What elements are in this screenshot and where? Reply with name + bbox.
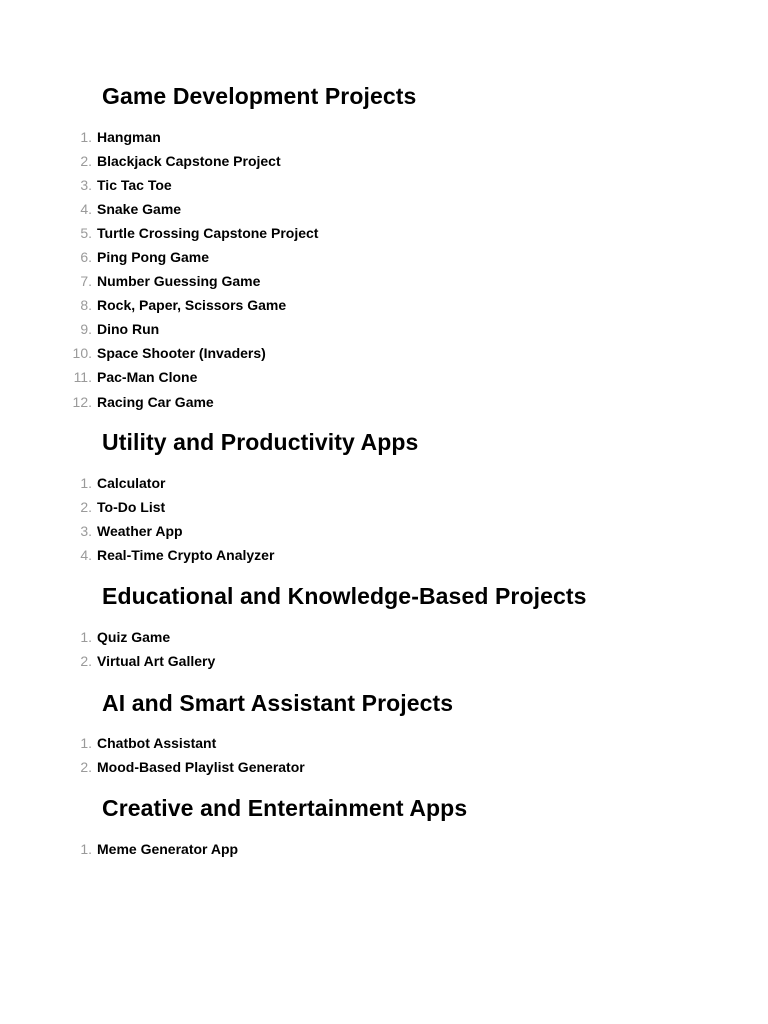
- list-item-label: Dino Run: [97, 321, 160, 338]
- list-number: 1.: [80, 841, 92, 857]
- list-number: 3.: [80, 176, 92, 193]
- list-number: 9.: [80, 321, 92, 338]
- list-item-label: Turtle Crossing Capstone Project: [97, 224, 319, 241]
- list-item-label: Tic Tac Toe: [97, 176, 172, 193]
- list-number: 5.: [80, 224, 92, 241]
- list-number: 2.: [80, 759, 92, 776]
- section-heading: Educational and Knowledge-Based Projects: [102, 583, 587, 609]
- list-number: 1.: [80, 735, 92, 751]
- list-item-label: Snake Game: [97, 200, 182, 217]
- list-number: 2.: [80, 152, 92, 169]
- list-number: 12.: [72, 393, 92, 410]
- list-number: 2.: [80, 653, 92, 670]
- list-item: [0, 755, 768, 779]
- list-item: [0, 519, 768, 543]
- list-item: [0, 471, 768, 495]
- list-item-label: Number Guessing Game: [97, 273, 261, 290]
- list-item: [0, 731, 768, 755]
- list-item: [0, 197, 768, 221]
- list-item-label: Mood-Based Playlist Generator: [97, 759, 305, 776]
- section-heading: Creative and Entertainment Apps: [102, 795, 468, 821]
- list-number: 4.: [80, 200, 92, 217]
- list-item: [0, 390, 768, 414]
- list-number: 6.: [80, 248, 92, 265]
- list-number: 3.: [80, 523, 92, 540]
- list-number: 11.: [73, 369, 92, 386]
- list-item: [0, 365, 768, 389]
- list-item: [0, 317, 768, 341]
- list-item-label: Real-Time Crypto Analyzer: [97, 547, 275, 564]
- list-item-label: Virtual Art Gallery: [97, 653, 216, 670]
- list-item-label: To-Do List: [97, 499, 166, 516]
- list-item: [0, 149, 768, 173]
- list-item: [0, 649, 768, 673]
- list-number: 1.: [80, 128, 92, 145]
- section-heading: AI and Smart Assistant Projects: [102, 690, 454, 716]
- list-item: [0, 837, 768, 861]
- list-item: [0, 495, 768, 519]
- list-number: 1.: [80, 475, 92, 491]
- list-item-label: Chatbot Assistant: [97, 735, 217, 751]
- project-list: [0, 837, 768, 861]
- list-item: [0, 125, 768, 149]
- list-item: [0, 543, 768, 567]
- list-number: 7.: [80, 273, 92, 290]
- list-item: [0, 269, 768, 293]
- list-item: [0, 245, 768, 269]
- list-item: [0, 625, 768, 649]
- list-item-label: Rock, Paper, Scissors Game: [97, 297, 287, 314]
- list-item-label: Quiz Game: [97, 629, 171, 645]
- list-number: 4.: [80, 547, 92, 564]
- list-item-label: Racing Car Game: [97, 393, 214, 410]
- list-item-label: Hangman: [97, 128, 161, 145]
- list-item-label: Space Shooter (Invaders): [97, 345, 266, 362]
- list-item: [0, 173, 768, 197]
- list-item-label: Blackjack Capstone Project: [97, 152, 281, 169]
- list-number: 1.: [80, 629, 92, 645]
- list-item: [0, 221, 768, 245]
- list-item-label: Weather App: [97, 523, 183, 540]
- list-item-label: Meme Generator App: [97, 841, 239, 857]
- project-list: [0, 125, 768, 414]
- list-item: [0, 293, 768, 317]
- list-number: 10.: [72, 345, 92, 362]
- section-heading: Utility and Productivity Apps: [102, 429, 419, 455]
- project-list: [0, 471, 768, 567]
- list-number: 2.: [80, 499, 92, 516]
- project-list: [0, 731, 768, 779]
- list-item-label: Ping Pong Game: [97, 248, 210, 265]
- section-heading: Game Development Projects: [102, 83, 417, 109]
- list-item-label: Pac-Man Clone: [97, 369, 198, 386]
- list-number: 8.: [80, 297, 92, 314]
- project-list: [0, 625, 768, 673]
- list-item: [0, 341, 768, 365]
- list-item-label: Calculator: [97, 475, 166, 491]
